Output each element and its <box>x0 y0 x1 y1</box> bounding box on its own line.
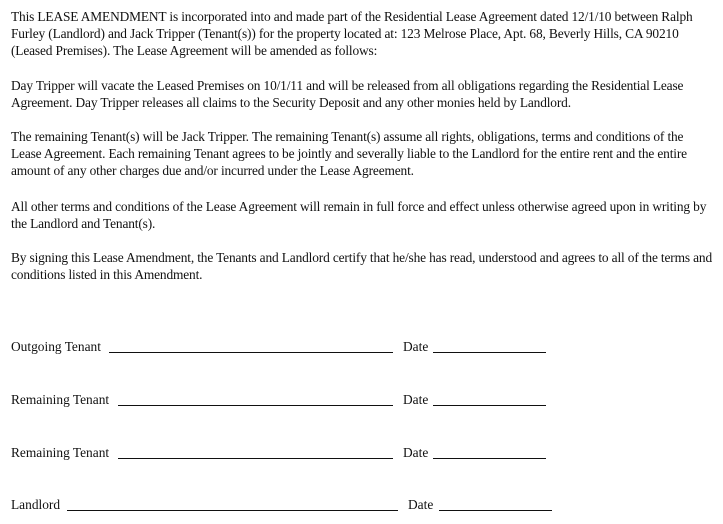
remaining-tenant-1-date-line[interactable] <box>433 405 546 406</box>
remaining-tenant-2-label: Remaining Tenant <box>11 445 110 460</box>
remaining-tenant-1-date-label: Date <box>403 392 429 407</box>
remaining-tenant-1-signature-line[interactable] <box>118 405 393 406</box>
vacate-paragraph: Day Tripper will vacate the Leased Premises on 10/1/11 and will be released from all obligations regarding the Residential Lease Agreement. Day Tripper releases all claims to the Security Deposit and any other monies held by Landlord. <box>11 78 684 110</box>
landlord-date-line[interactable] <box>439 510 552 511</box>
remaining-tenant-2-signature-line[interactable] <box>118 458 393 459</box>
outgoing-tenant-signature-line[interactable] <box>109 352 393 353</box>
certification-paragraph: By signing this Lease Amendment, the Tenants and Landlord certify that he/she has read, understood and agrees to all of the terms and conditions listed in this Amendment. <box>11 250 713 282</box>
other-terms-paragraph: All other terms and conditions of the Lease Agreement will remain in full force and effect unless otherwise agreed upon in writing by the Landlord and Tenant(s). <box>11 199 707 231</box>
outgoing-tenant-date-line[interactable] <box>433 352 546 353</box>
remaining-tenant-paragraph: The remaining Tenant(s) will be Jack Tripper. The remaining Tenant(s) assume all rights, obligations, terms and conditions of the Lease Agreement. Each remaining Tenant agrees to be jointly and severally liable to the Landlord for the entire rent and the entire amount of any other charges due and/or incurred under the Lease Agreement. <box>11 129 687 178</box>
landlord-date-label: Date <box>408 497 434 512</box>
outgoing-tenant-date-label: Date <box>403 339 429 354</box>
landlord-label: Landlord <box>11 497 61 512</box>
landlord-signature-line[interactable] <box>67 510 398 511</box>
outgoing-tenant-label: Outgoing Tenant <box>11 339 101 354</box>
intro-paragraph: This LEASE AMENDMENT is incorporated into and made part of the Residential Lease Agreement dated 12/1/10 between Ralph Furley (Landlord) and Jack Tripper (Tenant(s)) for the property located at: 123 Melrose Place, Apt. 68, Beverly Hills, CA 90210 (Leased Premises). The Lease Agreement will be amended as follows: <box>11 9 693 58</box>
remaining-tenant-2-date-line[interactable] <box>433 458 546 459</box>
remaining-tenant-2-date-label: Date <box>403 445 429 460</box>
remaining-tenant-1-label: Remaining Tenant <box>11 392 110 407</box>
